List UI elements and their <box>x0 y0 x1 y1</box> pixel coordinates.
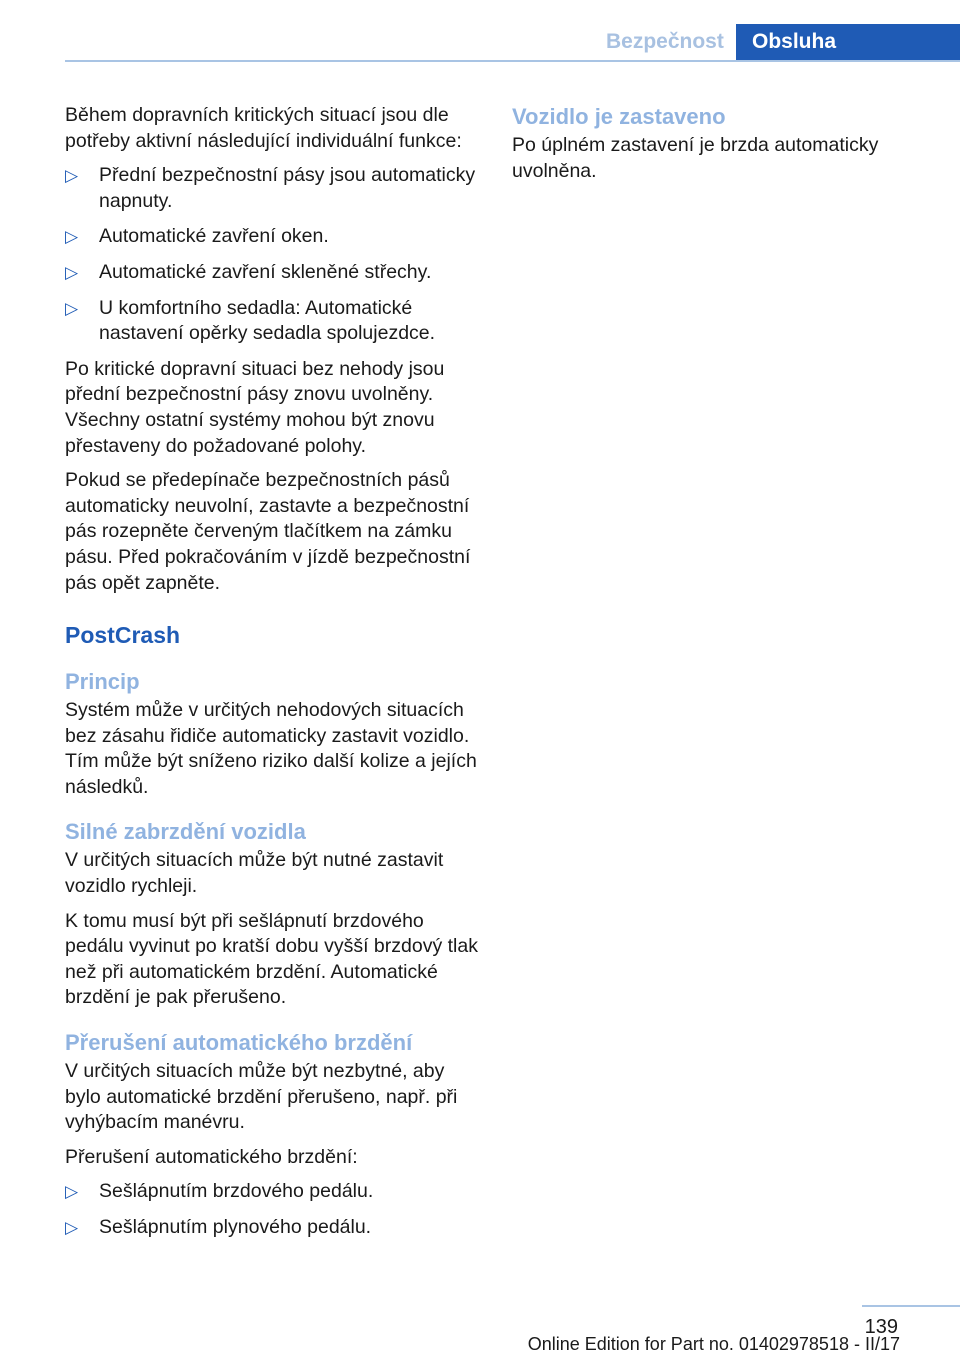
stopped-paragraph: Po úplném zastavení je brzda automaticky uvolněna. <box>512 134 879 182</box>
triangle-bullet-icon: ▷ <box>65 262 79 282</box>
reset-paragraph: Po kritické dopravní situaci bez nehody jsou přední bezpečnostní pásy znovu uvolněny. Všechny ostatní systémy mohou být znovu přestaveny do požadované polohy. <box>65 357 445 457</box>
list-item <box>65 1179 480 1205</box>
postcrash-heading: PostCrash <box>65 622 181 649</box>
interrupt-list <box>65 1179 480 1240</box>
triangle-bullet-icon: ▷ <box>65 166 79 186</box>
list-item <box>65 260 480 286</box>
list-item-text: Sešlápnutím plynového pedálu. <box>99 1216 372 1238</box>
list-item <box>65 296 480 347</box>
edition-footer: Online Edition for Part no. 01402978518 - II/17 <box>527 1334 900 1354</box>
list-item <box>65 1215 480 1241</box>
header-divider <box>65 60 960 62</box>
pretensioner-paragraph: Pokud se předepínače bezpečnostních pásů automaticky neuvolní, zastavte a bezpečnostní pás rozepněte červeným tlačítkem na zámku pásu. Před pokračováním v jízdě bezpečnostní pás opět zapněte. <box>65 469 471 594</box>
functions-list <box>65 163 480 347</box>
list-item-text: U komfortního sedadla: Automatické nastavení opěrky sedadla spolujezdce. <box>99 296 436 345</box>
list-item <box>65 163 480 214</box>
interrupt-lead: Přerušení automatického brzdění: <box>65 1145 358 1168</box>
intro-paragraph: Během dopravních kritických situací jsou dle potřeby aktivní následující individuální funkce: <box>65 104 462 152</box>
list-item-text: Automatické zavření skleněné střechy. <box>99 260 432 283</box>
page-number: 139 <box>864 1316 898 1338</box>
braking-paragraph-1: V určitých situacích může být nutné zastavit vozidlo rychleji. <box>65 849 444 898</box>
list-item <box>65 224 480 250</box>
triangle-bullet-icon: ▷ <box>65 1182 79 1202</box>
header-chapter-tab: Obsluha <box>736 24 960 60</box>
principle-heading: Princip <box>65 669 140 695</box>
braking-heading: Silné zabrzdění vozidla <box>65 819 306 845</box>
list-item-text: Sešlápnutím brzdového pedálu. <box>99 1180 374 1203</box>
left-column <box>65 103 480 1251</box>
interrupt-heading: Přerušení automatického brzdění <box>65 1030 413 1056</box>
principle-paragraph: Systém může v určitých nehodových situacích bez zásahu řidiče automaticky zastavit vozidlo. Tím může být sníženo riziko další kolize a jejích následků. <box>65 699 477 798</box>
triangle-bullet-icon: ▷ <box>65 1218 79 1237</box>
right-column <box>512 103 912 193</box>
triangle-bullet-icon: ▷ <box>65 227 79 247</box>
header-section-tab: Bezpečnost <box>606 30 724 53</box>
triangle-bullet-icon: ▷ <box>65 298 79 318</box>
footer-divider <box>862 1305 960 1307</box>
braking-paragraph-2: K tomu musí být při sešlápnutí brzdového pedálu vyvinut po kratší dobu vyšší brzdový tlak než při automatickém brzdění. Automatické brzdění je pak přerušeno. <box>65 909 478 1009</box>
list-item-text: Automatické zavření oken. <box>99 225 329 248</box>
stopped-heading: Vozidlo je zastaveno <box>512 104 726 129</box>
list-item-text: Přední bezpečnostní pásy jsou automaticky napnuty. <box>99 164 476 212</box>
interrupt-paragraph: V určitých situacích může být nezbytné, aby bylo automatické brzdění přerušeno, např. při vyhýbacím manévru. <box>65 1060 458 1134</box>
